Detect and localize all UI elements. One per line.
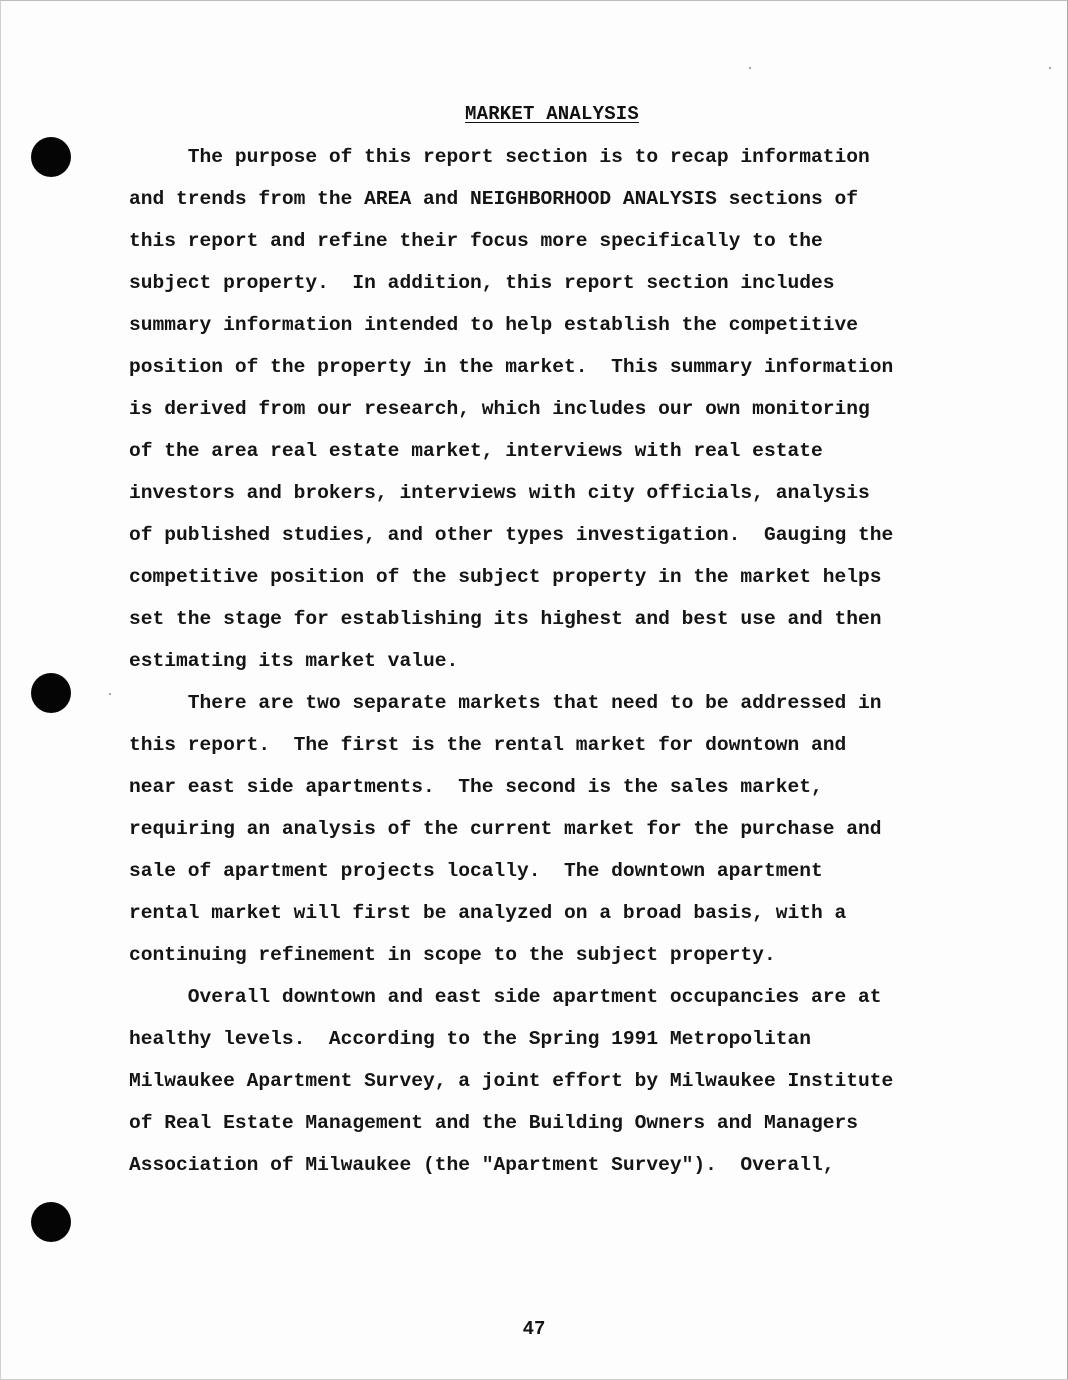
body-text	[129, 136, 959, 1186]
punch-hole-top	[31, 137, 71, 177]
text-line: this report. The first is the rental market for downtown and	[129, 734, 847, 756]
punch-hole-bottom	[31, 1202, 71, 1242]
text-line: of Real Estate Management and the Building Owners and Managers	[129, 1112, 859, 1134]
punch-hole-middle	[31, 673, 71, 713]
text-line: rental market will first be analyzed on a broad basis, with a	[129, 902, 847, 924]
text-line: is derived from our research, which includes our own monitoring	[129, 398, 870, 420]
text-line: healthy levels. According to the Spring 1991 Metropolitan	[129, 1028, 811, 1050]
text-line: continuing refinement in scope to the subject property.	[129, 944, 776, 966]
text-line: of published studies, and other types investigation. Gauging the	[129, 524, 894, 546]
text-line: of the area real estate market, interviews with real estate	[129, 440, 823, 462]
text-line: competitive position of the subject property in the market helps	[129, 566, 882, 588]
scan-speck	[1049, 67, 1051, 69]
scan-speck	[109, 693, 111, 695]
text-line: this report and refine their focus more specifically to the	[129, 230, 823, 252]
text-line: set the stage for establishing its highest and best use and then	[129, 608, 882, 630]
text-line: estimating its market value.	[129, 650, 459, 672]
text-line: investors and brokers, interviews with city officials, analysis	[129, 482, 870, 504]
scan-speck	[749, 67, 751, 69]
text-line: Overall downtown and east side apartment occupancies are at	[129, 986, 882, 1008]
page-number: 47	[522, 1318, 546, 1340]
text-line: and trends from the AREA and NEIGHBORHOOD ANALYSIS sections of	[129, 188, 859, 210]
text-line: There are two separate markets that need to be addressed in	[129, 692, 882, 714]
text-line: The purpose of this report section is to recap information	[129, 146, 870, 168]
text-line: summary information intended to help establish the competitive	[129, 314, 859, 336]
text-line: requiring an analysis of the current market for the purchase and	[129, 818, 882, 840]
text-line: Association of Milwaukee (the "Apartment Survey"). Overall,	[129, 1154, 835, 1176]
text-line: position of the property in the market. This summary information	[129, 356, 894, 378]
text-line: subject property. In addition, this report section includes	[129, 272, 835, 294]
text-line: near east side apartments. The second is the sales market,	[129, 776, 823, 798]
page-title: MARKET ANALYSIS	[464, 103, 640, 125]
text-line: sale of apartment projects locally. The downtown apartment	[129, 860, 823, 882]
text-line: Milwaukee Apartment Survey, a joint effort by Milwaukee Institute	[129, 1070, 894, 1092]
